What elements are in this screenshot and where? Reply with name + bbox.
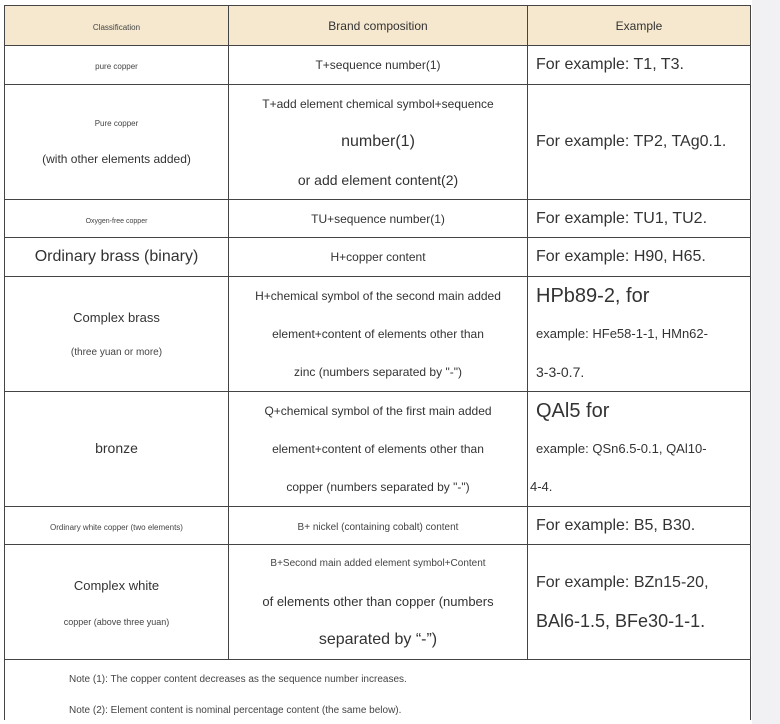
cell-example: For example: TU1, TU2. [528,200,751,238]
cell-classification: Ordinary white copper (two elements) [5,507,229,545]
cell-example: For example: T1, T3. [528,46,751,85]
notes-cell [5,660,751,721]
table-row [5,507,751,545]
cell-classification: Pure copper (with other elements added) [5,85,229,200]
cell-brand: B+Second main added element symbol+Content of elements other than copper (numbers separated by “-”) [229,545,528,660]
cell-brand: T+sequence number(1) [229,46,528,85]
table-row [5,46,751,85]
cell-classification: Complex brass (three yuan or more) [5,277,229,392]
copper-grade-table [4,5,751,720]
table-row [5,545,751,660]
notes-row [5,660,751,721]
cell-classification: Oxygen-free copper [5,200,229,238]
table-row [5,238,751,277]
note-1: Note (1): The copper content decreases as the sequence number increases. [69,674,407,685]
header-example: Example [528,6,751,46]
side-panel-strip [752,0,780,724]
cell-brand: T+add element chemical symbol+sequence number(1) or add element content(2) [229,85,528,200]
cell-classification: Ordinary brass (binary) [5,238,229,277]
cell-example: For example: TP2, TAg0.1. [528,85,751,200]
table-header-row [5,6,751,46]
cell-brand: TU+sequence number(1) [229,200,528,238]
cell-example: For example: BZn15-20, BAl6-1.5, BFe30-1-1. [528,545,751,660]
cell-brand: Q+chemical symbol of the first main added element+content of elements other than copper (numbers separated by "-") [229,392,528,507]
cell-example: HPb89-2, for example: HFe58-1-1, HMn62- 3-3-0.7. [528,277,751,392]
header-brand-composition: Brand composition [229,6,528,46]
header-classification: Classification [5,6,229,46]
cell-brand: H+chemical symbol of the second main added element+content of elements other than zinc (numbers separated by "-") [229,277,528,392]
cell-brand: H+copper content [229,238,528,277]
table-row [5,392,751,507]
cell-classification: Complex white copper (above three yuan) [5,545,229,660]
cell-brand: B+ nickel (containing cobalt) content [229,507,528,545]
table-row [5,200,751,238]
cell-example: For example: B5, B30. [528,507,751,545]
table-row [5,277,751,392]
note-2: Note (2): Element content is nominal percentage content (the same below). [69,705,402,716]
table-row [5,85,751,200]
cell-example: For example: H90, H65. [528,238,751,277]
cell-example: QAl5 for example: QSn6.5-0.1, QAl10- 4-4. [528,392,751,507]
cell-classification: pure copper [5,46,229,85]
cell-classification: bronze [5,392,229,507]
